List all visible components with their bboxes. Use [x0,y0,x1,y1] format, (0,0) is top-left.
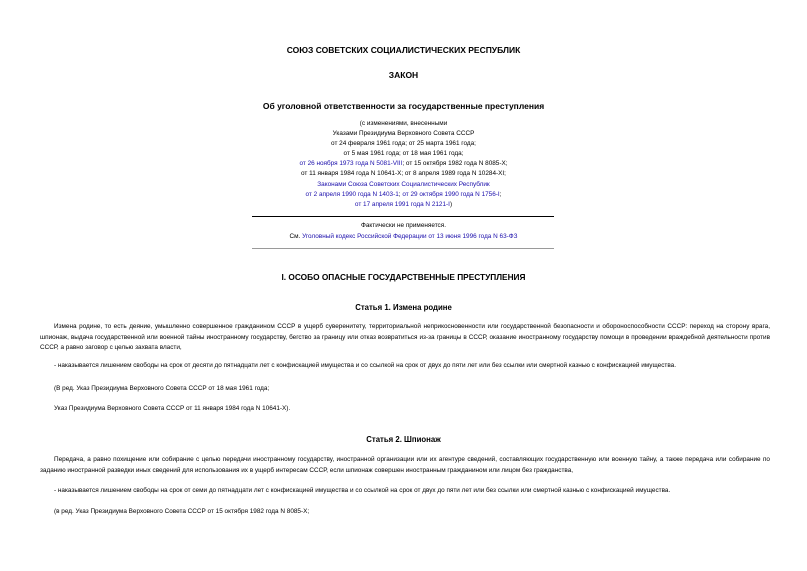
amendment-link-1991[interactable]: от 17 апреля 1991 года N 2121-I [354,201,450,208]
divider-top [252,216,554,217]
amendments-line-1: (с изменениями, внесенными [359,120,448,127]
amendments-line-6: от 11 января 1984 года N 10641-X; от 8 апреля 1989 года N 10284-XI; [301,170,506,177]
article-2-punishment: - наказывается лишением свободы на срок от семи до пятнадцати лет с конфискацией имущества и со ссылкой на срок от двух до пяти лет или без ссылки или смертной казнью с конфискацией имущества. [54,487,671,494]
not-applied-note: Фактически не применяется. [360,222,446,229]
amendment-link-april-1990[interactable]: от 2 апреля 1990 года N 1403-1 [305,191,399,198]
law-title: Об уголовной ответственности за государственные преступления [262,101,545,111]
section-1-title: I. ОСОБО ОПАСНЫЕ ГОСУДАРСТВЕННЫЕ ПРЕСТУПЛЕНИЯ [281,272,526,282]
article-1-edition-2: Указ Президиума Верховного Совета СССР от 11 января 1984 года N 10641-X). [54,405,291,412]
see-note [0,232,807,242]
criminal-code-link[interactable]: Уголовный кодекс Российской Федерации от 13 июня 1996 года N 63-ФЗ [302,233,518,240]
amendments-line-5-rest: ; от 15 октября 1982 года N 8085-X; [402,160,508,167]
see-prefix: См. [289,233,303,240]
amendments-line-7 [0,180,807,190]
amendment-link-1973[interactable]: от 26 ноября 1973 года N 5081-VIII [299,160,403,167]
union-heading: СОЮЗ СОВЕТСКИХ СОЦИАЛИСТИЧЕСКИХ РЕСПУБЛИК [286,45,521,55]
amendment-link-laws[interactable]: Законами Союза Советских Социалистических Республик [317,181,490,188]
article-2-body-text: Передача, а равно похищение или собирание с целью передачи иностранному государству, иностранной организации или их агентуре сведений, составляющих государственную или военную тайну, а также передача или собирание по заданию иностранной разведки иных сведений для использования их в ущерб интересам СССР, если шпионаж совершен иностранным гражданином или лицом без гражданства, [40,456,770,474]
amendments-close: ) [449,201,453,208]
article-1-edition-1: (В ред. Указ Президиума Верховного Совета СССР от 18 мая 1961 года; [54,385,270,392]
article-1-title: Статья 1. Измена родине [355,303,452,312]
amendments-line-4: от 5 мая 1961 года; от 18 мая 1961 года; [343,150,464,157]
divider-bottom [252,248,554,249]
article-2-body [40,455,770,476]
amendments-line-8 [0,190,807,200]
article-2-edition-1: (в ред. Указ Президиума Верховного Совета СССР от 15 октября 1982 года N 8085-X; [54,508,310,515]
amendment-link-october-1990[interactable]: от 29 октября 1990 года N 1756-I [402,191,500,198]
article-1-body [40,322,770,354]
amendments-line-5 [0,159,807,169]
amendments-line-2: Указами Президиума Верховного Совета СССР [332,130,475,137]
amendments-sep-end: ; [499,191,502,198]
amendments-line-3: от 24 февраля 1961 года; от 25 марта 1961 года; [331,140,476,147]
amendments-line-9 [0,200,807,210]
amendments-sep: ; [398,191,403,198]
article-2-title: Статья 2. Шпионаж [366,435,441,444]
article-1-body-text: Измена родине, то есть деяние, умышленно совершенное гражданином СССР в ущерб суверенитету, территориальной неприкосновенности или государственной безопасности и обороноспособности СССР: переход на сторону врага, шпионаж, выдача государственной или военной тайны иностранному государству, бегство за границу или отказ возвратиться из-за границы в СССР, оказание иностранному государству помощи в проведении враждебной деятельности против СССР, а равно заговор с целью захвата власти, [40,323,770,351]
law-heading: ЗАКОН [388,70,419,80]
article-1-punishment: - наказывается лишением свободы на срок от десяти до пятнадцати лет с конфискацией имущества и со ссылкой на срок от двух до пяти лет или без ссылки или смертной казнью с конфискацией имущества. [54,362,676,369]
